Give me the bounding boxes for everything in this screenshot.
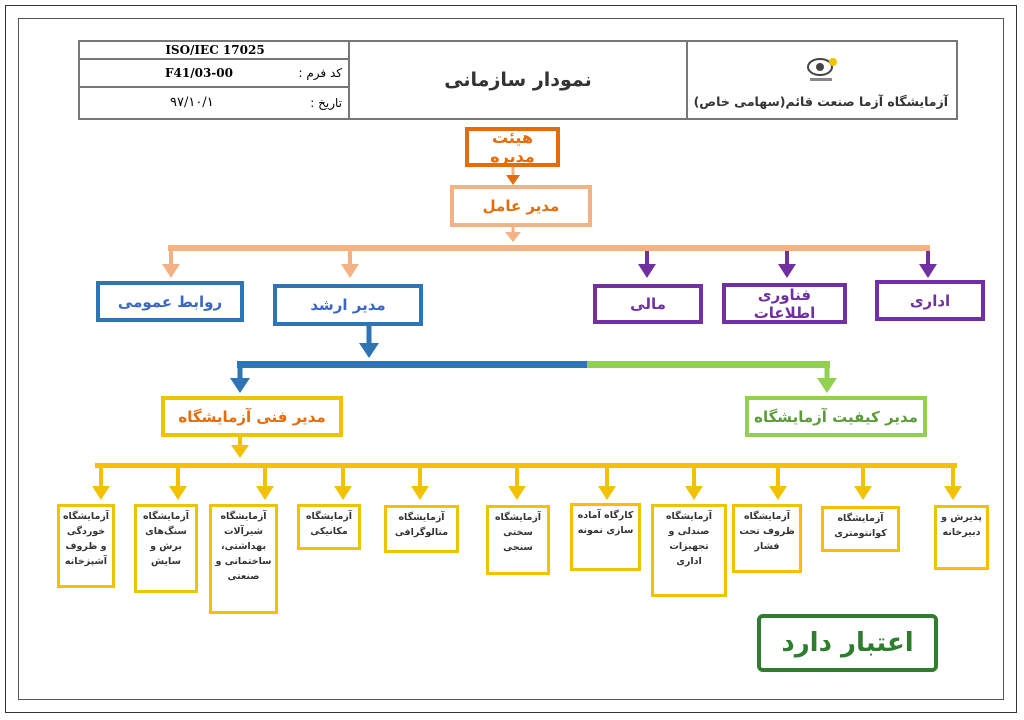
lab-label: آزمایشگاه خوردگی و ظروف آشپزخانه [62, 511, 110, 567]
lab-label: آزمایشگاه سختی سنجی [494, 512, 542, 553]
form-code-label: کد فرم : [298, 66, 342, 80]
it-label: فناوری اطلاعات [753, 285, 816, 322]
lab-box-office-chairs [651, 504, 727, 597]
lab-label: آزمایشگاه شیرآلات بهداشتی، ساختمانی و صنعتی [215, 511, 272, 582]
lab-label: آزمایشگاه کوانتومتری [834, 513, 887, 539]
board-label: هیئت مدیره [490, 128, 535, 166]
lab-box-hardness [486, 505, 550, 575]
form-code-value: F41/03-00 [165, 66, 233, 80]
senior-manager-box [273, 284, 423, 326]
technical-manager-box [161, 396, 343, 437]
lab-box-mechanical [297, 504, 361, 550]
lab-box-quantometry [821, 506, 900, 552]
lab-box-faucets [209, 504, 278, 614]
senior-manager-label: مدیر ارشد [310, 296, 386, 314]
validity-stamp-text: اعتبار دارد [781, 628, 914, 658]
validity-stamp [757, 614, 938, 672]
it-box [722, 283, 847, 324]
date-value: ۹۷/۱۰/۱ [170, 95, 214, 110]
admin-label: اداری [909, 291, 951, 310]
lab-label: آزمایشگاه متالوگرافی [394, 512, 449, 538]
lab-box-pressure-vessels [732, 504, 802, 573]
date-label: تاریخ : [310, 96, 342, 110]
lab-label: آزمایشگاه سنگ‌های برش و سایش [142, 511, 190, 567]
public-relations-box [96, 281, 244, 322]
quality-manager-box [745, 396, 927, 437]
lab-box-corrosion [57, 504, 115, 588]
ceo-box [450, 185, 592, 227]
lab-label: آزمایشگاه صندلی و تجهیزات اداری [665, 511, 713, 567]
lab-label: کارگاه آماده سازی نمونه [577, 510, 634, 536]
lab-label: آزمایشگاه مکانیکی [305, 511, 353, 537]
ceo-label: مدیر عامل [482, 197, 560, 215]
finance-label: مالی [630, 295, 666, 313]
quality-manager-label: مدیر کیفیت آزمایشگاه [754, 407, 918, 426]
lab-box-abrasive [134, 504, 198, 593]
lab-box-metallography [384, 505, 459, 553]
admin-box [875, 280, 985, 321]
lab-box-reception [934, 505, 989, 570]
page-title: نمودار سازمانی [444, 69, 592, 91]
standard-cell: ISO/IEC 17025 [80, 42, 350, 60]
lab-box-sample-prep [570, 503, 641, 571]
board-box [465, 127, 560, 167]
finance-box [593, 284, 703, 324]
lab-label: آزمایشگاه ظروف تحت فشار [739, 511, 795, 552]
lab-label: پذیرش و دبیرخانه [941, 512, 982, 538]
company-name: آزمایشگاه آزما صنعت قائم(سهامی خاص) [693, 94, 948, 109]
technical-manager-label: مدیر فنی آزمایشگاه [178, 407, 326, 426]
public-relations-label: روابط عمومی [117, 292, 223, 311]
